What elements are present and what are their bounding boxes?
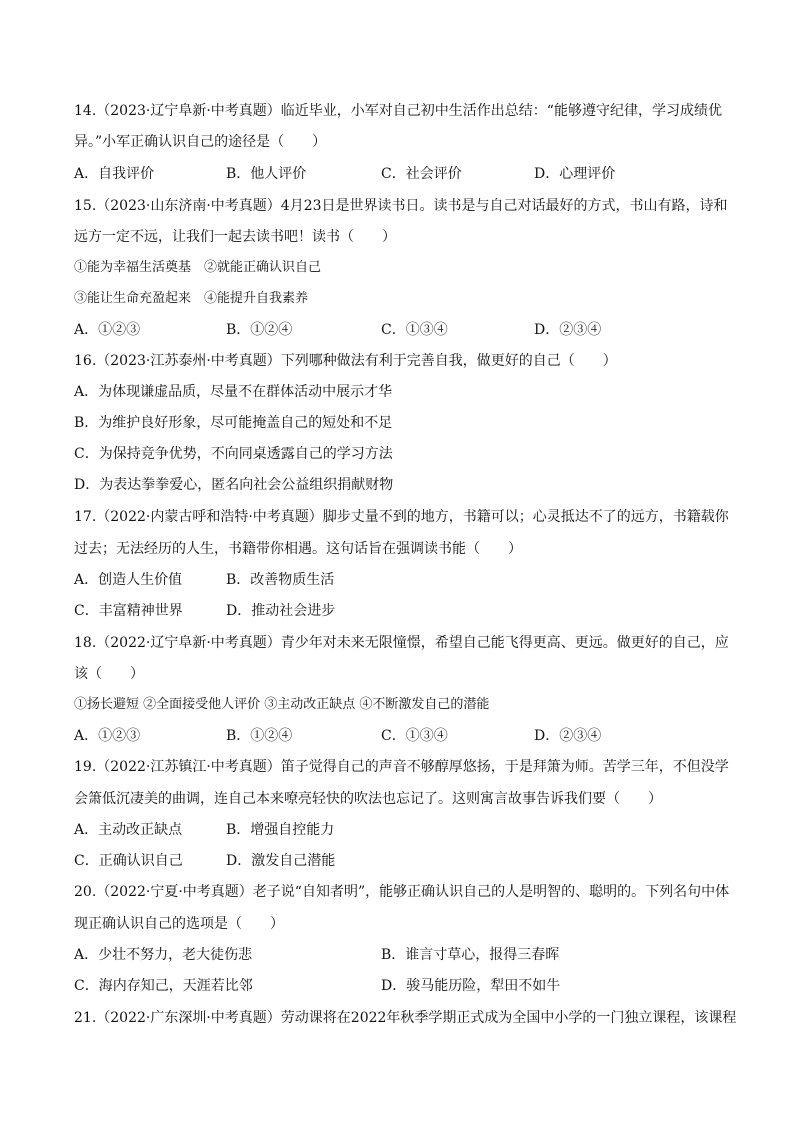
q15-option-b: B．①②④: [226, 322, 293, 338]
q20-option-a: A．少壮不努力，老大徒伤悲: [74, 947, 253, 963]
q16-option-b: B．为维护良好形象，尽可能掩盖自己的短处和不足: [74, 415, 393, 431]
q19-option-c: C．正确认识自己: [74, 853, 183, 869]
q18-stem-line2: 该（ ）: [74, 666, 144, 682]
q14-stem-line1: 14.（2023·辽宁阜新·中考真题）临近毕业，小军对自己初中生活作出总结：“能够遵守纪律，学习成绩优: [74, 103, 722, 119]
q20-stem-line1: 20.（2022·宁夏·中考真题）老子说“自知者明”，能够正确认识自己的人是明智的、聪明的。下列名句中体: [74, 884, 730, 900]
q15-items-line1: ①能为幸福生活奠基 ②就能正确认识自己: [74, 260, 322, 275]
q20-stem-line2: 现正确认识自己的选项是（ ）: [74, 916, 284, 932]
q21-stem-line1: 21.（2022·广东深圳·中考真题）劳动课将在2022年秋季学期正式成为全国中小学的一门独立课程，该课程: [74, 1010, 737, 1026]
q18-items-line1: ①扬长避短 ②全面接受他人评价 ③主动改正缺点 ④不断激发自己的潜能: [74, 697, 490, 712]
q14-stem-line2: 异。”小军正确认识自己的途径是（ ）: [74, 134, 327, 150]
q18-stem-line1: 18.（2022·辽宁阜新·中考真题）青少年对未来无限憧憬，希望自己能飞得更高、更远。做更好的自己，应: [74, 635, 729, 651]
q17-option-b: B．改善物质生活: [226, 572, 335, 588]
q17-option-c: C．丰富精神世界: [74, 603, 183, 619]
q15-option-a: A．①②③: [74, 322, 141, 338]
q15-stem-line2: 远方一定不远，让我们一起去读书吧！读书（ ）: [74, 229, 396, 245]
q14-option-a: A．自我评价: [74, 166, 155, 182]
q18-option-c: C．①③④: [381, 728, 448, 744]
q17-option-a: A．创造人生价值: [74, 572, 183, 588]
q20-option-c: C．海内存知己，天涯若比邻: [74, 978, 253, 994]
q15-option-c: C．①③④: [381, 322, 448, 338]
q18-option-a: A．①②③: [74, 728, 141, 744]
q17-stem-line1: 17.（2022·内蒙古呼和浩特·中考真题）脚步丈量不到的地方，书籍可以；心灵抵达不了的远方，书籍载你: [74, 509, 729, 525]
q18-option-b: B．①②④: [226, 728, 293, 744]
q17-option-d: D．推动社会进步: [226, 603, 336, 619]
q14-option-d: D．心理评价: [534, 166, 616, 182]
q14-option-b: B．他人评价: [226, 166, 307, 182]
q19-stem-line2: 会箫低沉凄美的曲调，连自己本来嘹亮轻快的吹法也忘记了。这则寓言故事告诉我们要（ ）: [74, 791, 662, 807]
q15-option-d: D．②③④: [534, 322, 602, 338]
q19-option-b: B．增强自控能力: [226, 822, 335, 838]
q17-stem-line2: 过去；无法经历的人生，书籍带你相遇。这句话旨在强调读书能（ ）: [74, 541, 522, 557]
q16-option-d: D．为表达拳拳爱心，匿名向社会公益组织捐献财物: [74, 477, 394, 493]
q19-option-a: A．主动改正缺点: [74, 822, 183, 838]
q20-option-d: D．骏马能历险，犁田不如牛: [381, 978, 561, 994]
q16-option-c: C．为保持竞争优势，不向同桌透露自己的学习方法: [74, 446, 393, 462]
q14-option-c: C．社会评价: [381, 166, 462, 182]
q15-stem-line1: 15.（2023·山东济南·中考真题）4月23日是世界读书日。读书是与自己对话最好的方式，书山有路，诗和: [74, 198, 728, 214]
q19-stem-line1: 19.（2022·江苏镇江·中考真题）笛子觉得自己的声音不够醇厚悠扬，于是拜箫为师。苦学三年，不但没学: [74, 759, 729, 775]
q19-option-d: D．激发自己潜能: [226, 853, 336, 869]
q16-stem-line1: 16.（2023·江苏泰州·中考真题）下列哪种做法有利于完善自我，做更好的自己（ ）: [74, 353, 617, 369]
q16-option-a: A．为体现谦虚品质，尽量不在群体活动中展示才华: [74, 384, 393, 400]
q18-option-d: D．②③④: [534, 728, 602, 744]
q20-option-b: B．谁言寸草心，报得三春晖: [381, 947, 560, 963]
q15-items-line2: ③能让生命充盈起来 ④能提升自我素养: [74, 291, 309, 306]
